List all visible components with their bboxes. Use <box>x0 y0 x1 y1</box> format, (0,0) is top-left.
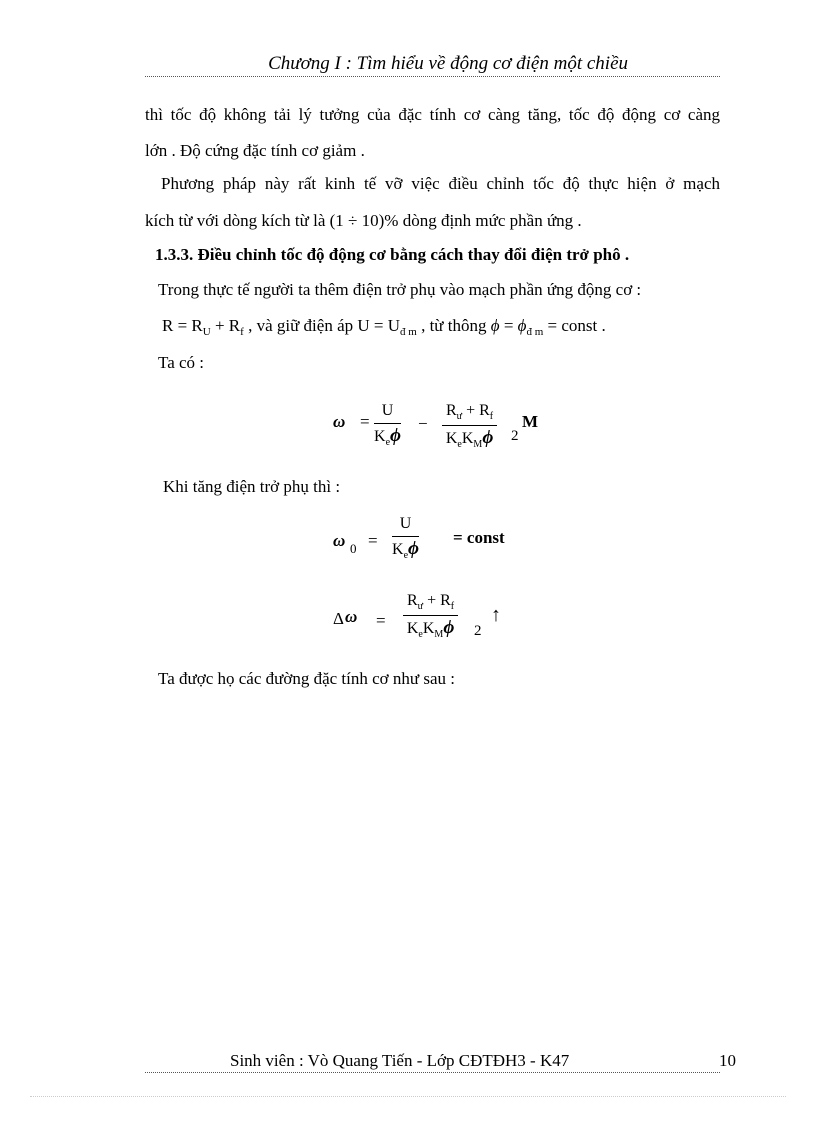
paragraph-1-line-2: lớn . Độ cứng đặc tính cơ giảm . <box>145 141 365 160</box>
formula3-square: 2 <box>474 623 482 639</box>
resistance-equation-line <box>162 315 606 339</box>
formula1-omega: ω <box>333 412 346 431</box>
eq-r-prefix: R = R <box>162 316 203 335</box>
paragraph-2-line-1: Phương pháp này rất kinh tế vỡ việc điều chỉnh tốc độ thực hiện ở mạch <box>161 174 720 193</box>
formula3-k2: K <box>422 620 435 637</box>
page-number: 10 <box>719 1051 736 1070</box>
formula3-equals: = <box>376 611 386 630</box>
formula1-m: M <box>522 412 539 431</box>
eq-r-sub-u: U <box>202 326 211 338</box>
formula2-denominator <box>392 537 419 562</box>
eq-phi-2: ϕ <box>517 316 527 335</box>
ta-co-label: Ta có : <box>158 353 205 372</box>
formula1-equals: = <box>360 412 370 431</box>
header-rule <box>145 76 720 77</box>
formula1-frac2-denominator <box>442 426 497 451</box>
eq-phi-sub: đ m <box>526 326 544 338</box>
paragraph-1-line-1: thì tốc độ không tải lý tưởng của đặc tính cơ càng tăng, tốc độ động cơ càng <box>145 105 720 124</box>
formula3-delta: Δ <box>333 609 344 628</box>
formula3-r1: R <box>407 592 418 609</box>
formula1-frac2-plus: + R <box>462 402 490 419</box>
formula1-frac1-k: K <box>374 428 386 445</box>
formula2-sub: e <box>403 550 409 561</box>
formula1-fraction-1 <box>374 401 401 449</box>
formula3-plus: + R <box>423 592 451 609</box>
formula3-omega: ω <box>345 607 358 626</box>
formula3-km-sub: M <box>434 629 444 640</box>
formula2-omega: ω <box>333 531 346 550</box>
eq-rf-sub: f <box>240 326 244 338</box>
formula1-frac2-k1: K <box>445 430 458 447</box>
formula1-frac1-phi: ϕ <box>390 425 402 446</box>
formula2-phi: ϕ <box>408 538 420 559</box>
eq-equals-sign: = <box>499 316 518 335</box>
formula3-ke-sub: e <box>418 629 423 640</box>
khi-tang-label: Khi tăng điện trở phụ thì : <box>163 477 341 496</box>
formula1-frac2-km-sub: M <box>473 439 483 450</box>
formula1-frac1-denominator <box>374 424 401 449</box>
paragraph-2-line-2: kích từ với dòng kích từ là (1 ÷ 10)% dòng định mức phần ứng . <box>145 211 582 230</box>
eq-const-text: = const . <box>543 316 606 335</box>
ta-duoc-label: Ta được họ các đường đặc tính cơ như sau : <box>158 669 456 688</box>
formula3-sub1: ư <box>417 601 424 612</box>
formula2-equals: = <box>368 531 378 550</box>
eq-flux-text: , từ thông <box>416 316 491 335</box>
footer-text: Sinh viên : Vò Quang Tiến - Lớp CĐTĐH3 - K47 <box>230 1051 570 1070</box>
formula1-frac2-phi: ϕ <box>482 427 494 448</box>
formula1-frac2-sub1: ư <box>456 411 463 422</box>
formula3-phi: ϕ <box>443 617 455 638</box>
paragraph-3-line-1: Trong thực tế người ta thêm điện trở phụ vào mạch phần ứng động cơ : <box>158 280 642 299</box>
formula1-frac2-k2: K <box>461 430 474 447</box>
formula2-fraction <box>392 514 419 562</box>
formula3-denominator <box>403 616 458 641</box>
eq-phi-1: ϕ <box>490 316 500 335</box>
formula1-minus: − <box>418 414 428 433</box>
eq-middle-text: , và giữ điện áp U = U <box>243 316 401 335</box>
formula1-frac1-sub: e <box>385 437 391 448</box>
formula3-k1: K <box>406 620 419 637</box>
formula3-fraction <box>403 591 458 641</box>
formula3-sub2: f <box>450 601 455 612</box>
up-arrow-icon: ↑ <box>491 604 501 626</box>
formula2-numerator: U <box>392 514 419 537</box>
page-bottom-rule <box>30 1096 786 1097</box>
formula1-frac1-numerator: U <box>374 401 401 424</box>
formula2-k: K <box>392 541 404 558</box>
page-header-title: Chương I : Tìm hiểu về động cơ điện một chiều <box>268 53 628 74</box>
section-heading: 1.3.3. Điều chỉnh tốc độ động cơ bằng cách thay đổi điện trở phô . <box>155 245 630 264</box>
formula1-frac2-numerator <box>442 401 497 426</box>
formula2-rhs: = const <box>453 528 505 547</box>
formula2-sub0: 0 <box>350 541 357 556</box>
eq-plus-rf: + R <box>210 316 241 335</box>
formula1-frac2-sub2: f <box>489 411 494 422</box>
footer-rule <box>145 1072 720 1073</box>
formula1-frac2-r1: R <box>446 402 457 419</box>
eq-u-sub: đ m <box>400 326 417 338</box>
formula1-square: 2 <box>511 428 519 444</box>
formula3-numerator <box>403 591 458 616</box>
formula1-fraction-2 <box>442 401 497 451</box>
formula1-frac2-ke-sub: e <box>457 439 462 450</box>
